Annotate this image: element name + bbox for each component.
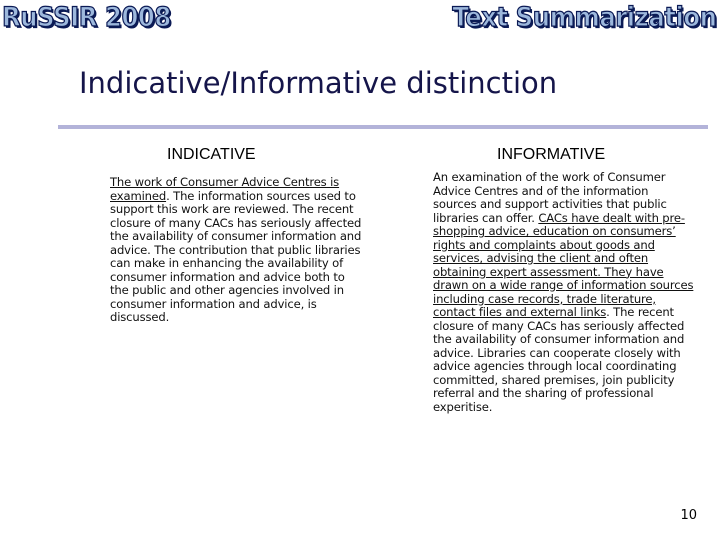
informative-highlight: CACs have dealt with pre-shopping advice, education on consumers’ rights and complaints about goods and services, advising the client and often obtaining expert assessment. They have drawn on a wide range of information sources including case records, trade literature, contact files and external links	[433, 210, 694, 319]
informative-heading: INFORMATIVE	[497, 146, 606, 163]
informative-summary	[433, 171, 695, 414]
slide-title: Indicative/Informative distinction	[79, 66, 558, 100]
russir-logo: RuSSIR 2008	[2, 2, 171, 33]
indicative-body: . The information sources used to support this work are reviewed. The recent closure of many CACs has seriously affected the availability of consumer information and advice. The contribution that public libraries can make in enhancing the availability of consumer information and advice both to the public and other agencies involved in consumer information and advice, is discussed.	[110, 188, 362, 324]
page-number: 10	[680, 508, 697, 523]
indicative-heading: INDICATIVE	[167, 146, 256, 163]
informative-intro: An examination of the work of Consumer Advice Centres and of the information sources and support activities that public libraries can offer.	[433, 170, 667, 225]
informative-body: . The recent closure of many CACs has seriously affected the availability of consumer information and advice. Libraries can cooperate closely with advice agencies through local coordinating committed, shared premises, join publicity referral and the sharing of professional experitise.	[433, 305, 685, 414]
indicative-summary	[110, 176, 362, 325]
title-divider	[58, 125, 708, 129]
indicative-highlight: The work of Consumer Advice Centres is examined	[110, 175, 340, 203]
text-summarization-logo: Text Summarization	[451, 2, 716, 33]
